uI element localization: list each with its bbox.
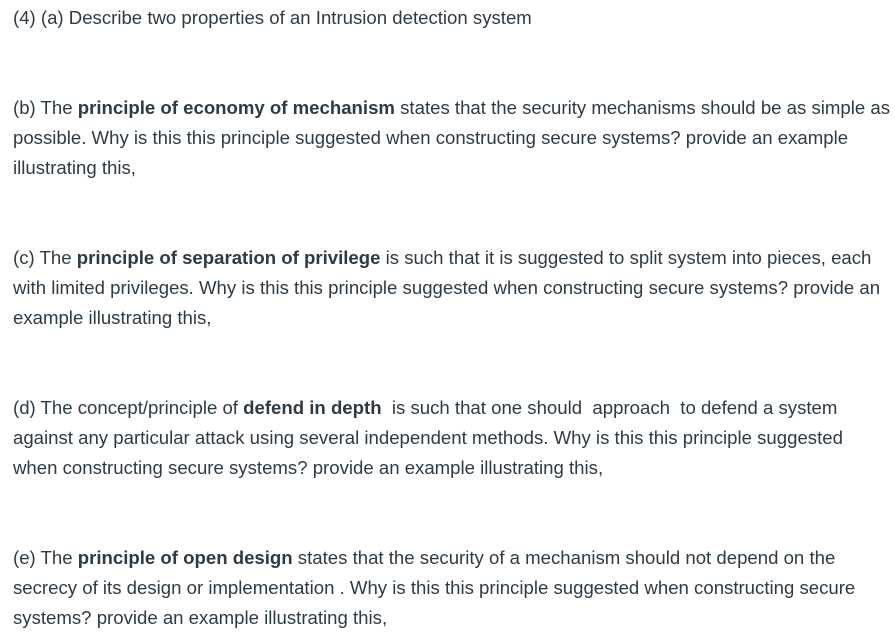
question-4c-body: is such that it is suggested to split system into pieces, each with limited privileges. Why is this this principle suggested when constructing secure systems? provide an example illustrating this, [13, 247, 881, 328]
question-4b [13, 93, 891, 183]
question-4d-prefix: (d) The concept/principle of [13, 397, 244, 418]
question-4a-text: (4) (a) Describe two properties of an Intrusion detection system [13, 7, 532, 28]
question-4d [13, 393, 891, 483]
question-4a [13, 3, 891, 33]
question-4e-body: states that the security of a mechanism should not depend on the secrecy of its design or implementation . Why is this this principle suggested when constructing secure systems? provide an example illustrating this, [13, 547, 856, 628]
question-4e [13, 543, 891, 633]
question-4c [13, 243, 891, 333]
question-4b-term: principle of economy of mechanism [77, 97, 395, 118]
question-4d-term: defend in depth [243, 397, 382, 418]
question-4c-term: principle of separation of privilege [76, 247, 381, 268]
question-4e-term: principle of open design [77, 547, 293, 568]
question-4c-prefix: (c) The [13, 247, 77, 268]
question-4b-body: states that the security mechanisms should be as simple as possible. Why is this this principle suggested when constructing secure systems? provide an example illustrating this, [13, 97, 891, 178]
question-4e-prefix: (e) The [13, 547, 78, 568]
question-4b-prefix: (b) The [13, 97, 78, 118]
question-4d-body: is such that one should approach to defend a system against any particular attack using several independent methods. Why is this this principle suggested when constructing secure systems? provide an example illustrating this, [13, 397, 849, 478]
